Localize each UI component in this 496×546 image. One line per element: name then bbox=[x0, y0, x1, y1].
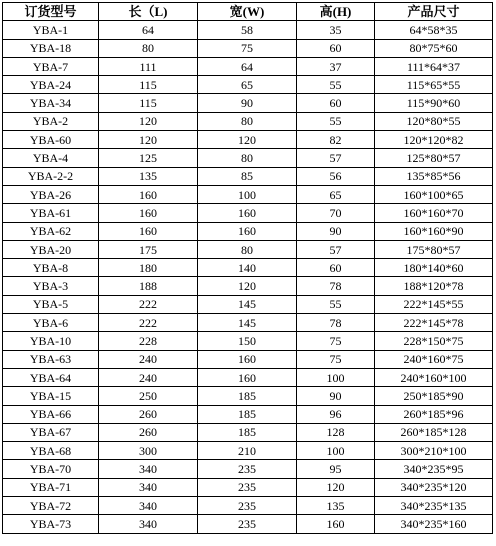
length-cell: 222 bbox=[99, 314, 198, 332]
length-cell: 340 bbox=[99, 497, 198, 515]
model-cell: YBA-34 bbox=[3, 94, 99, 112]
length-cell: 180 bbox=[99, 259, 198, 277]
model-cell: YBA-66 bbox=[3, 405, 99, 423]
width-cell: 235 bbox=[198, 478, 297, 496]
size-cell: 250*185*90 bbox=[375, 387, 493, 405]
height-cell: 75 bbox=[297, 332, 375, 350]
width-cell: 80 bbox=[198, 149, 297, 167]
width-cell: 160 bbox=[198, 350, 297, 368]
height-cell: 95 bbox=[297, 460, 375, 478]
width-cell: 90 bbox=[198, 94, 297, 112]
table-row bbox=[3, 259, 493, 277]
size-cell: 120*80*55 bbox=[375, 112, 493, 130]
size-cell: 340*235*120 bbox=[375, 478, 493, 496]
model-cell: YBA-6 bbox=[3, 314, 99, 332]
model-cell: YBA-1 bbox=[3, 21, 99, 39]
table-row bbox=[3, 240, 493, 258]
size-cell: 340*235*95 bbox=[375, 460, 493, 478]
spec-table bbox=[2, 2, 493, 534]
height-cell: 75 bbox=[297, 350, 375, 368]
header-size: 产品尺寸 bbox=[375, 3, 493, 21]
table-body bbox=[3, 21, 493, 533]
table-row bbox=[3, 57, 493, 75]
length-cell: 250 bbox=[99, 387, 198, 405]
size-cell: 222*145*55 bbox=[375, 295, 493, 313]
width-cell: 160 bbox=[198, 222, 297, 240]
size-cell: 160*160*90 bbox=[375, 222, 493, 240]
size-cell: 160*160*70 bbox=[375, 204, 493, 222]
height-cell: 60 bbox=[297, 39, 375, 57]
model-cell: YBA-20 bbox=[3, 240, 99, 258]
width-cell: 160 bbox=[198, 368, 297, 386]
table-row bbox=[3, 21, 493, 39]
header-height: 高(H) bbox=[297, 3, 375, 21]
height-cell: 55 bbox=[297, 295, 375, 313]
header-model: 订货型号 bbox=[3, 3, 99, 21]
table-row bbox=[3, 76, 493, 94]
model-cell: YBA-71 bbox=[3, 478, 99, 496]
table-row bbox=[3, 497, 493, 515]
header-length: 长（L) bbox=[99, 3, 198, 21]
table-row bbox=[3, 442, 493, 460]
length-cell: 240 bbox=[99, 350, 198, 368]
length-cell: 160 bbox=[99, 185, 198, 203]
width-cell: 185 bbox=[198, 405, 297, 423]
table-row bbox=[3, 368, 493, 386]
size-cell: 120*120*82 bbox=[375, 131, 493, 149]
size-cell: 64*58*35 bbox=[375, 21, 493, 39]
table-row bbox=[3, 131, 493, 149]
model-cell: YBA-70 bbox=[3, 460, 99, 478]
model-cell: YBA-5 bbox=[3, 295, 99, 313]
table-row bbox=[3, 295, 493, 313]
height-cell: 60 bbox=[297, 94, 375, 112]
height-cell: 100 bbox=[297, 368, 375, 386]
height-cell: 82 bbox=[297, 131, 375, 149]
height-cell: 90 bbox=[297, 222, 375, 240]
height-cell: 37 bbox=[297, 57, 375, 75]
width-cell: 100 bbox=[198, 185, 297, 203]
length-cell: 80 bbox=[99, 39, 198, 57]
height-cell: 135 bbox=[297, 497, 375, 515]
model-cell: YBA-64 bbox=[3, 368, 99, 386]
width-cell: 145 bbox=[198, 314, 297, 332]
model-cell: YBA-73 bbox=[3, 515, 99, 533]
size-cell: 222*145*78 bbox=[375, 314, 493, 332]
table-row bbox=[3, 460, 493, 478]
size-cell: 160*100*65 bbox=[375, 185, 493, 203]
length-cell: 228 bbox=[99, 332, 198, 350]
model-cell: YBA-72 bbox=[3, 497, 99, 515]
model-cell: YBA-4 bbox=[3, 149, 99, 167]
length-cell: 160 bbox=[99, 222, 198, 240]
table-row bbox=[3, 405, 493, 423]
width-cell: 120 bbox=[198, 131, 297, 149]
size-cell: 300*210*100 bbox=[375, 442, 493, 460]
width-cell: 185 bbox=[198, 387, 297, 405]
length-cell: 222 bbox=[99, 295, 198, 313]
table-row bbox=[3, 332, 493, 350]
height-cell: 78 bbox=[297, 277, 375, 295]
model-cell: YBA-7 bbox=[3, 57, 99, 75]
model-cell: YBA-18 bbox=[3, 39, 99, 57]
table-row bbox=[3, 277, 493, 295]
height-cell: 55 bbox=[297, 76, 375, 94]
table-row bbox=[3, 149, 493, 167]
length-cell: 111 bbox=[99, 57, 198, 75]
length-cell: 115 bbox=[99, 94, 198, 112]
size-cell: 240*160*100 bbox=[375, 368, 493, 386]
size-cell: 340*235*135 bbox=[375, 497, 493, 515]
size-cell: 115*65*55 bbox=[375, 76, 493, 94]
size-cell: 240*160*75 bbox=[375, 350, 493, 368]
size-cell: 180*140*60 bbox=[375, 259, 493, 277]
size-cell: 188*120*78 bbox=[375, 277, 493, 295]
height-cell: 35 bbox=[297, 21, 375, 39]
model-cell: YBA-62 bbox=[3, 222, 99, 240]
width-cell: 80 bbox=[198, 112, 297, 130]
width-cell: 75 bbox=[198, 39, 297, 57]
height-cell: 57 bbox=[297, 240, 375, 258]
width-cell: 80 bbox=[198, 240, 297, 258]
model-cell: YBA-2-2 bbox=[3, 167, 99, 185]
length-cell: 125 bbox=[99, 149, 198, 167]
table-row bbox=[3, 204, 493, 222]
size-cell: 135*85*56 bbox=[375, 167, 493, 185]
size-cell: 260*185*128 bbox=[375, 423, 493, 441]
width-cell: 145 bbox=[198, 295, 297, 313]
model-cell: YBA-2 bbox=[3, 112, 99, 130]
width-cell: 160 bbox=[198, 204, 297, 222]
width-cell: 85 bbox=[198, 167, 297, 185]
length-cell: 340 bbox=[99, 478, 198, 496]
size-cell: 228*150*75 bbox=[375, 332, 493, 350]
length-cell: 175 bbox=[99, 240, 198, 258]
width-cell: 235 bbox=[198, 460, 297, 478]
length-cell: 340 bbox=[99, 515, 198, 533]
length-cell: 188 bbox=[99, 277, 198, 295]
table-row bbox=[3, 94, 493, 112]
table-row bbox=[3, 423, 493, 441]
table-row bbox=[3, 185, 493, 203]
height-cell: 55 bbox=[297, 112, 375, 130]
size-cell: 175*80*57 bbox=[375, 240, 493, 258]
table-row bbox=[3, 167, 493, 185]
table-row bbox=[3, 515, 493, 533]
height-cell: 70 bbox=[297, 204, 375, 222]
length-cell: 260 bbox=[99, 423, 198, 441]
height-cell: 96 bbox=[297, 405, 375, 423]
size-cell: 125*80*57 bbox=[375, 149, 493, 167]
height-cell: 57 bbox=[297, 149, 375, 167]
model-cell: YBA-24 bbox=[3, 76, 99, 94]
height-cell: 60 bbox=[297, 259, 375, 277]
height-cell: 56 bbox=[297, 167, 375, 185]
model-cell: YBA-15 bbox=[3, 387, 99, 405]
table-row bbox=[3, 387, 493, 405]
table-row bbox=[3, 350, 493, 368]
length-cell: 340 bbox=[99, 460, 198, 478]
width-cell: 58 bbox=[198, 21, 297, 39]
width-cell: 185 bbox=[198, 423, 297, 441]
size-cell: 111*64*37 bbox=[375, 57, 493, 75]
model-cell: YBA-60 bbox=[3, 131, 99, 149]
height-cell: 78 bbox=[297, 314, 375, 332]
width-cell: 65 bbox=[198, 76, 297, 94]
table-row bbox=[3, 222, 493, 240]
model-cell: YBA-63 bbox=[3, 350, 99, 368]
header-width: 宽(W) bbox=[198, 3, 297, 21]
width-cell: 235 bbox=[198, 497, 297, 515]
height-cell: 160 bbox=[297, 515, 375, 533]
width-cell: 140 bbox=[198, 259, 297, 277]
table-row bbox=[3, 314, 493, 332]
model-cell: YBA-67 bbox=[3, 423, 99, 441]
height-cell: 90 bbox=[297, 387, 375, 405]
size-cell: 260*185*96 bbox=[375, 405, 493, 423]
table-row bbox=[3, 478, 493, 496]
length-cell: 160 bbox=[99, 204, 198, 222]
height-cell: 128 bbox=[297, 423, 375, 441]
height-cell: 100 bbox=[297, 442, 375, 460]
width-cell: 150 bbox=[198, 332, 297, 350]
model-cell: YBA-3 bbox=[3, 277, 99, 295]
size-cell: 115*90*60 bbox=[375, 94, 493, 112]
width-cell: 210 bbox=[198, 442, 297, 460]
length-cell: 64 bbox=[99, 21, 198, 39]
length-cell: 120 bbox=[99, 112, 198, 130]
height-cell: 65 bbox=[297, 185, 375, 203]
width-cell: 235 bbox=[198, 515, 297, 533]
size-cell: 340*235*160 bbox=[375, 515, 493, 533]
size-cell: 80*75*60 bbox=[375, 39, 493, 57]
model-cell: YBA-10 bbox=[3, 332, 99, 350]
model-cell: YBA-61 bbox=[3, 204, 99, 222]
width-cell: 64 bbox=[198, 57, 297, 75]
model-cell: YBA-26 bbox=[3, 185, 99, 203]
table-row bbox=[3, 39, 493, 57]
length-cell: 300 bbox=[99, 442, 198, 460]
length-cell: 120 bbox=[99, 131, 198, 149]
height-cell: 120 bbox=[297, 478, 375, 496]
width-cell: 120 bbox=[198, 277, 297, 295]
length-cell: 135 bbox=[99, 167, 198, 185]
length-cell: 240 bbox=[99, 368, 198, 386]
header-row bbox=[3, 3, 493, 21]
table-row bbox=[3, 112, 493, 130]
length-cell: 260 bbox=[99, 405, 198, 423]
model-cell: YBA-68 bbox=[3, 442, 99, 460]
length-cell: 115 bbox=[99, 76, 198, 94]
model-cell: YBA-8 bbox=[3, 259, 99, 277]
